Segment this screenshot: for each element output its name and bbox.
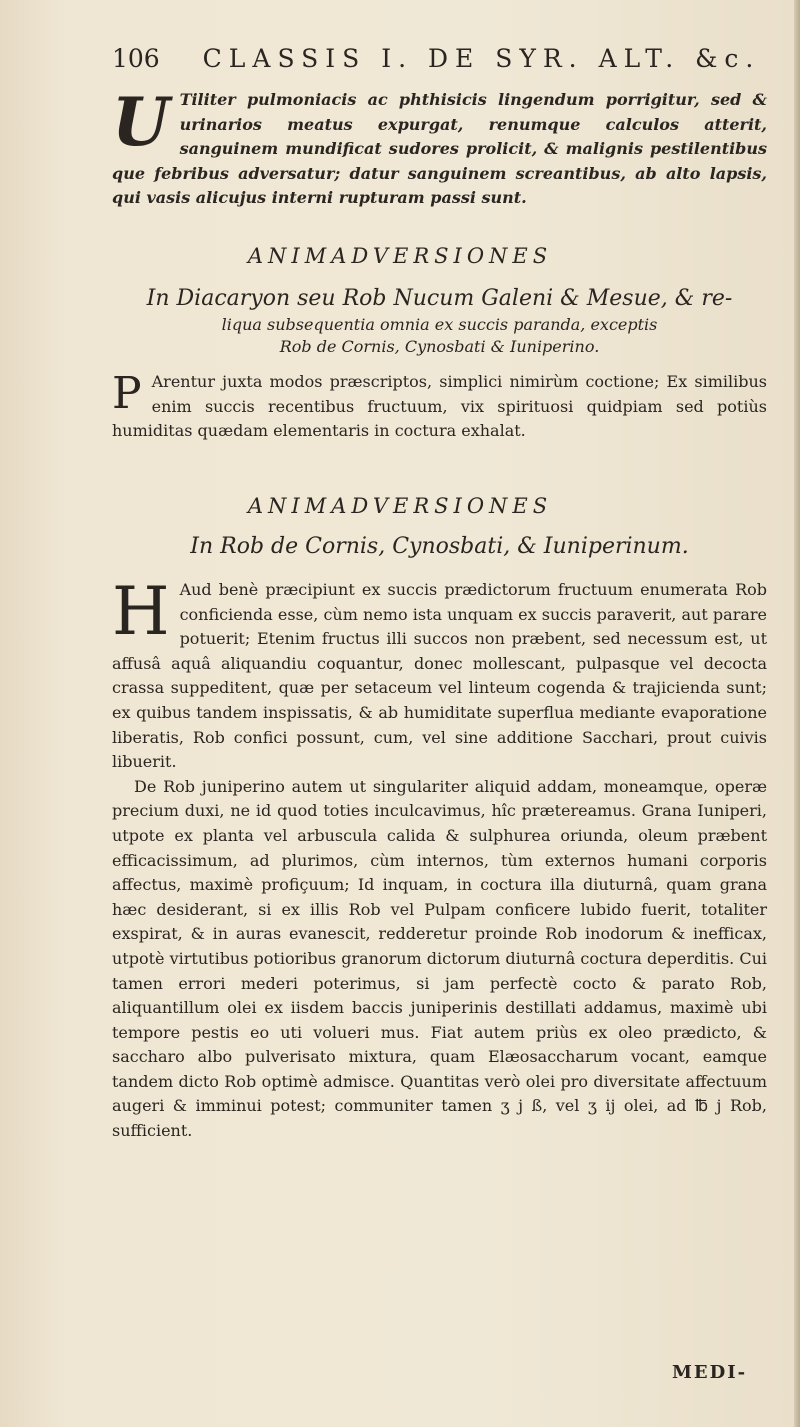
section-body	[112, 573, 767, 1144]
section-heading: ANIMADVERSIONES	[247, 244, 553, 268]
paragraph-text: De Rob juniperino autem ut singulariter aliquid addam, moneamque, operæ precium duxi, ne id quod toties inculcavimus, hîc prætereamus. Grana Iuniperi, utpote ex planta vel arbuscula calida & sulphurea oriunda, oleum præbent efficacissimum, ad plurimos, cùm internos, tùm externos humani corporis affectus, maximè profiçuum; Id inquam, in coctura illa diuturnâ, quam grana hæc desiderant, si ex illis Rob vel Pulpam conficere lubido fuerit, totaliter exspirat, & in auras evanescit, redderetur proinde Rob inodorum & inefficax, utpotè virtutibus potioribus granorum dictorum diuturnâ coctura deperditis. Cui tamen errori mederi poterimus, si jam perfectè cocto & parato Rob, aliquantillum olei ex iisdem baccis juniperinis destillati addamus, maximè ubi tempore pestis eo uti volueri mus. Fiat autem priùs ex oleo prædicto, & saccharo albo pulverisato mixtura, quam Elæosaccharum vocant, eamque tandem dicto Rob optimè admisce. Quantitas verò olei pro diversitate affectuum augeri & imminui potest; communiter tamen ʒ j ß, vel ʒ ij olei, ad ℔ j Rob, sufficient.	[112, 776, 767, 1141]
intro-paragraph	[112, 83, 767, 211]
subheading-line: In Diacaryon seu Rob Nucum Galeni & Mesue, & re-	[146, 286, 733, 311]
section-subheading	[112, 284, 767, 358]
drop-cap: U	[112, 83, 170, 161]
section-heading: ANIMADVERSIONES	[247, 494, 553, 518]
drop-cap: H	[112, 573, 170, 650]
intro-text: Tiliter pulmoniacis ac phthisicis lingendum porrigitur, sed & urinarios meatus expurgat, renumque calculos atterit, sanguinem mundificat sudores prolicit, & malignis pestilentibus que febribus adversatur; datur sanguinem screantibus, ab alto lapsis, qui vasis alicujus interni rupturam passi sunt.	[112, 90, 767, 208]
page-number: 106	[112, 44, 160, 73]
subheading-line: Rob de Cornis, Cynosbati & Iuniperino.	[279, 337, 600, 356]
running-header	[112, 44, 761, 84]
running-title: CLASSIS I. DE SYR. ALT. &c.	[202, 44, 761, 73]
section-paragraph	[112, 370, 767, 444]
catchword: MEDI-	[672, 1362, 748, 1383]
section-subheading	[112, 532, 767, 562]
paragraph-text: Aud benè præcipiunt ex succis prædictorum fructuum enumerata Rob conficienda esse, cùm nemo ista unquam ex succis paraverit, aut parare potuerit; Etenim fructus illi succos non præbent, sed necessum est, ut affusâ aquâ aliquandiu coquantur, donec mollescant, pulpasque vel decocta crassa suppeditent, quæ per setaceum vel linteum cogenda & trajicienda sunt; ex quibus tandem inspissatis, & ab humiditate superflua mediante evaporatione liberatis, Rob confici possunt, cum, vel sine additione Sacchari, prout cuivis libuerit.	[112, 580, 767, 772]
page-edge	[794, 0, 800, 1427]
paragraph-text: Arentur juxta modos præscriptos, simplici nimirùm coctione; Ex similibus enim succis recentibus fructuum, vix spirituosi quidpiam sed potiùs humiditas quædam elementaris in coctura exhalat.	[112, 372, 767, 441]
subheading-line: liqua subsequentia omnia ex succis paranda, exceptis	[221, 315, 658, 334]
subheading-line: In Rob de Cornis, Cynosbati, & Iuniperinum.	[190, 534, 689, 559]
drop-cap: P	[112, 368, 142, 419]
